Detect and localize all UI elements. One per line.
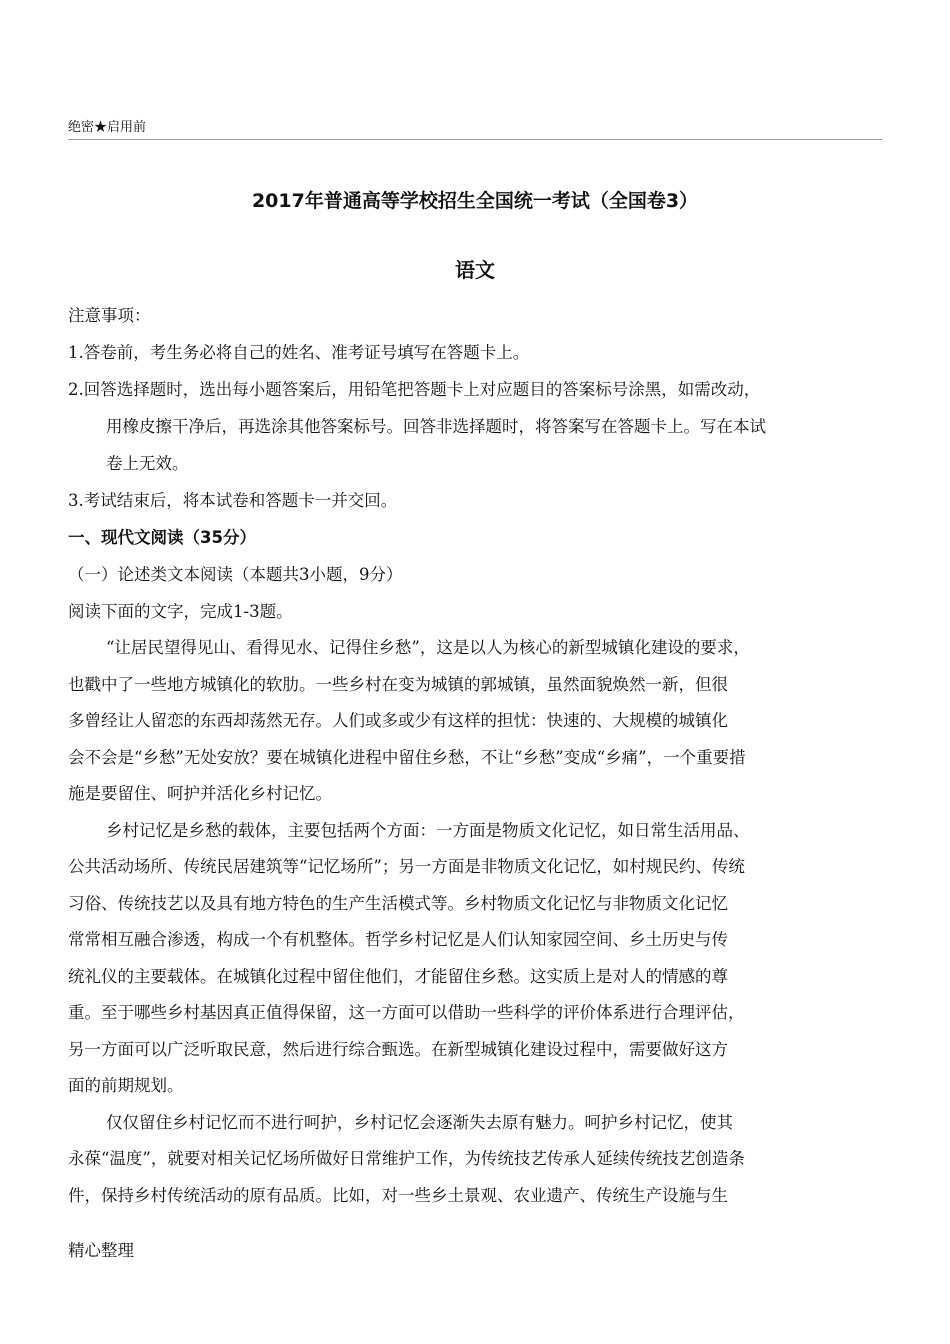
passage-line: 公共活动场所、传统民居建筑等“记忆场所”；另一方面是非物质文化记忆，如村规民约、传统 [68, 857, 745, 876]
exam-title: 2017年普通高等学校招生全国统一考试（全国卷3） [251, 190, 699, 212]
subject-title: 语文 [455, 258, 495, 282]
notice-item-3: 3.考试结束后，将本试卷和答题卡一并交回。 [68, 491, 398, 510]
passage-line: 仅仅留住乡村记忆而不进行呵护，乡村记忆会逐渐失去原有魅力。呵护乡村记忆，使其 [106, 1112, 733, 1132]
notice-item-1: 1.答卷前，考生务必将自己的姓名、准考证号填写在答题卡上。 [68, 343, 530, 362]
passage-line: 永葆“温度”，就要对相关记忆场所做好日常维护工作，为传统技艺传承人延续传统技艺创造条 [68, 1149, 745, 1168]
exam-body [68, 297, 882, 1214]
header-rule [68, 139, 882, 140]
passage-line: 乡村记忆是乡愁的载体，主要包括两个方面：一方面是物质文化记忆，如日常生活用品、 [106, 820, 750, 840]
passage-line: 面的前期规划。 [68, 1076, 184, 1095]
notice-item-2: 2.回答选择题时，选出每小题答案后，用铅笔把答题卡上对应题目的答案标号涂黑，如需改动， [68, 380, 761, 399]
reading-instruction: 阅读下面的文字，完成1-3题。 [68, 602, 293, 621]
notice-item-2-cont: 卷上无效。 [106, 454, 189, 473]
passage-line: 也戳中了一些地方城镇化的软肋。一些乡村在变为城镇的郭城镇，虽然面貌焕然一新，但很 [68, 674, 728, 694]
passage-line: 习俗、传统技艺以及具有地方特色的生产生活模式等。乡村物质文化记忆与非物质文化记忆 [68, 893, 728, 913]
passage-line: 会不会是“乡愁”无处安放？要在城镇化进程中留住乡愁，不让“乡愁”变成“乡痛”，一个重要措 [68, 747, 746, 767]
section-subheading: （一）论述类文本阅读（本题共3小题，9分） [68, 565, 403, 584]
notice-heading: 注意事项： [68, 306, 151, 325]
confidential-header: 绝密★启用前 [68, 120, 147, 135]
notice-item-2-cont: 用橡皮擦干净后，再选涂其他答案标号。回答非选择题时，将答案写在答题卡上。写在本试 [106, 417, 766, 436]
passage-line: 重。至于哪些乡村基因真正值得保留，这一方面可以借助一些科学的评价体系进行合理评估， [68, 1003, 745, 1022]
passage-line: 施是要留住、呵护并活化乡村记忆。 [68, 784, 332, 803]
passage-line: “让居民望得见山、看得见水、记得住乡愁”，这是以人为核心的新型城镇化建设的要求， [106, 638, 750, 657]
section-heading: 一、现代文阅读（35分） [68, 528, 256, 547]
passage-line: 统礼仪的主要载体。在城镇化过程中留住他们，才能留住乡愁。这实质上是对人的情感的尊 [68, 966, 728, 986]
passage-line: 件，保持乡村传统活动的原有品质。比如，对一些乡土景观、农业遗产、传统生产设施与生 [68, 1185, 728, 1205]
passage-line: 另一方面可以广泛听取民意，然后进行综合甄选。在新型城镇化建设过程中，需要做好这方 [68, 1039, 728, 1059]
passage-line: 常常相互融合渗透，构成一个有机整体。哲学乡村记忆是人们认知家园空间、乡土历史与传 [68, 930, 728, 949]
passage-line: 多曾经让人留恋的东西却荡然无存。人们或多或少有这样的担忧：快速的、大规模的城镇化 [68, 711, 728, 730]
footer-note: 精心整理 [68, 1241, 134, 1260]
